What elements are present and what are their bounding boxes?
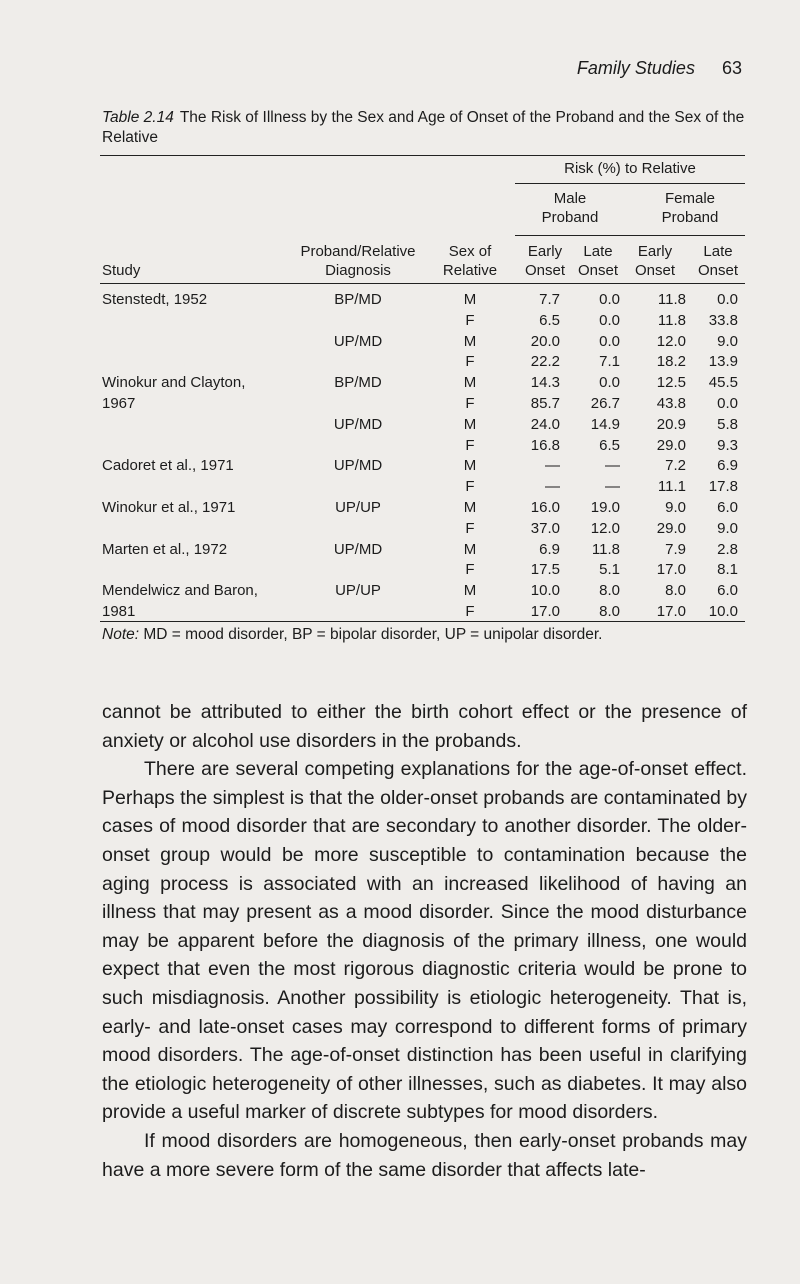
table-caption-text: The Risk of Illness by the Sex and Age of Onset of the Proband and the Sex of the Relative (102, 109, 745, 146)
cell-male-early: 6.9 (539, 540, 560, 558)
cell-male-late: 6.5 (599, 436, 620, 454)
header-diagnosis: Proband/Relative Diagnosis (300, 243, 416, 279)
cell-female-late: 0.0 (717, 395, 738, 412)
cell-male-early: 16.0 (530, 499, 560, 516)
cell-female-early: 18.2 (656, 353, 686, 371)
cell-female-late: 45.5 (708, 374, 738, 392)
cell-male-early: 16.8 (530, 436, 560, 454)
cell-male-early: — (545, 457, 560, 475)
cell-female-early: 11.1 (657, 478, 686, 496)
cell-female-early: 17.0 (656, 561, 686, 579)
cell-female-late: 0.0 (717, 291, 738, 308)
cell-male-early: 17.5 (530, 561, 560, 579)
note-label: Note: (102, 626, 140, 643)
cell-male-early: — (545, 478, 560, 496)
cell-sex: M (463, 540, 477, 558)
running-head (577, 58, 742, 79)
cell-male-early: 22.2 (530, 353, 560, 371)
cell-sex: M (463, 374, 477, 392)
cell-study: Cadoret et al., 1971 (102, 457, 234, 475)
table-bottom-rule (100, 621, 745, 622)
cell-diagnosis: UP/MD (333, 457, 383, 475)
cell-female-early: 43.8 (656, 395, 686, 412)
note-text: MD = mood disorder, BP = bipolar disorder, UP = unipolar disorder. (139, 626, 603, 643)
body-paragraph: There are several competing explanations for the age-of-onset effect. Perhaps the simplest is that the older-onset probands are contaminated by cases of mood disorder that are secondary to another disorder. The older-onset group would be more susceptible to contamination because the aging process is associated with an increased likelihood of having an illness that may present as a mood disorder. Since the mood disturbance may be apparent before the diagnosis of the primary illness, one would expect that even the most rigorous diagnostic criteria would be prone to such misdiagnosis. Another possibility is etiologic heterogeneity. That is, early- and late-onset cases may correspond to different forms of primary mood disorders. The age-of-onset distinction has been useful in clarifying the etiologic heterogeneity of other illnesses, such as diabetes. It may also provide a useful marker of discrete subtypes for mood disorders. (102, 758, 747, 1124)
cell-female-late: 9.3 (717, 436, 738, 454)
cell-diagnosis: BP/MD (334, 291, 382, 308)
cell-study: Marten et al., 1972 (102, 540, 228, 558)
cell-male-late: 0.0 (599, 311, 620, 329)
cell-male-late: 8.0 (599, 603, 620, 620)
cell-female-late: 6.9 (717, 457, 738, 475)
cell-diagnosis: UP/MD (333, 415, 383, 433)
cell-sex: M (463, 332, 477, 350)
cell-sex: F (465, 603, 475, 620)
cell-female-early: 29.0 (656, 436, 686, 454)
cell-male-early: 14.3 (530, 374, 560, 392)
header-study: Study (102, 262, 141, 279)
cell-female-early: 7.2 (665, 457, 686, 475)
cell-female-late: 8.1 (717, 561, 738, 579)
cell-male-early: 20.0 (530, 332, 560, 350)
cell-female-early: 8.0 (665, 582, 686, 600)
cell-study: 1967 (102, 395, 136, 412)
header-female-proband: Female Proband (661, 190, 719, 226)
header-risk-rule (515, 183, 745, 184)
cell-sex: M (463, 457, 477, 475)
cell-female-early: 12.5 (656, 374, 686, 392)
cell-female-late: 9.0 (717, 332, 738, 350)
cell-male-late: 0.0 (599, 291, 620, 308)
cell-male-late: 12.0 (590, 519, 620, 537)
cell-sex: F (465, 519, 475, 537)
cell-male-late: 14.9 (590, 415, 620, 433)
cell-male-early: 37.0 (530, 519, 560, 537)
cell-diagnosis: UP/UP (335, 582, 381, 600)
cell-female-late: 9.0 (717, 519, 738, 537)
cell-male-late: 0.0 (599, 332, 620, 350)
cell-female-late: 10.0 (708, 603, 738, 620)
cell-female-early: 11.8 (657, 311, 686, 329)
header-bottom-rule (100, 283, 745, 284)
header-proband-rule (515, 235, 745, 236)
cell-male-late: 26.7 (590, 395, 620, 412)
cell-male-late: 19.0 (590, 499, 620, 516)
cell-male-late: 5.1 (599, 561, 620, 579)
cell-study: Winokur and Clayton, (102, 374, 246, 392)
body-paragraph: If mood disorders are homogeneous, then early-onset probands may have a more severe form of the same disorder that affects late- (102, 1129, 747, 1181)
body-paragraph: cannot be attributed to either the birth cohort effect or the presence of anxiety or alcohol use disorders in the probands. (102, 701, 747, 752)
cell-female-late: 5.8 (717, 415, 738, 433)
table-caption (102, 108, 747, 148)
header-sex-of-relative: Sex of Relative (442, 243, 498, 279)
cell-female-early: 7.9 (665, 540, 686, 558)
cell-sex: F (465, 395, 475, 412)
header-male-proband: Male Proband (541, 190, 599, 226)
table-label: Table 2.14 (102, 109, 174, 126)
header-male-late-onset: Late Onset (577, 243, 619, 279)
body-text (102, 698, 747, 1184)
header-female-early-onset: Early Onset (634, 243, 676, 279)
cell-diagnosis: UP/UP (335, 499, 381, 516)
cell-female-late: 6.0 (717, 582, 738, 600)
cell-male-early: 17.0 (530, 603, 560, 620)
cell-sex: M (463, 499, 477, 516)
cell-female-late: 17.8 (708, 478, 738, 496)
table-note (102, 626, 747, 644)
page-number: 63 (721, 58, 742, 78)
cell-sex: M (463, 291, 477, 308)
cell-female-late: 33.8 (708, 311, 738, 329)
cell-study: 1981 (102, 603, 136, 620)
cell-sex: M (463, 415, 477, 433)
cell-study: Winokur et al., 1971 (102, 499, 236, 516)
cell-male-late: 8.0 (599, 582, 620, 600)
cell-female-early: 29.0 (656, 519, 686, 537)
cell-sex: F (465, 561, 475, 579)
cell-female-early: 11.8 (657, 291, 686, 308)
cell-female-late: 2.8 (717, 540, 738, 558)
running-head-title: Family Studies (576, 58, 695, 78)
cell-male-early: 7.7 (539, 291, 560, 308)
cell-study: Stenstedt, 1952 (102, 291, 208, 308)
cell-study: Mendelwicz and Baron, (102, 582, 258, 600)
header-female-late-onset: Late Onset (697, 243, 739, 279)
cell-sex: M (463, 582, 477, 600)
cell-male-late: 11.8 (591, 540, 620, 558)
cell-female-late: 6.0 (717, 499, 738, 516)
cell-diagnosis: UP/MD (333, 540, 383, 558)
cell-male-late: 7.1 (599, 353, 620, 371)
cell-sex: F (465, 436, 475, 454)
cell-sex: F (465, 311, 475, 329)
cell-male-early: 24.0 (530, 415, 560, 433)
cell-male-early: 85.7 (530, 395, 560, 412)
header-risk-group: Risk (%) to Relative (564, 160, 696, 177)
cell-male-late: — (605, 457, 620, 475)
header-male-early-onset: Early Onset (524, 243, 566, 279)
cell-female-early: 9.0 (665, 499, 686, 516)
cell-diagnosis: BP/MD (334, 374, 382, 392)
table-top-rule (100, 155, 745, 156)
cell-male-early: 6.5 (539, 311, 560, 329)
cell-female-late: 13.9 (708, 353, 738, 371)
cell-male-late: 0.0 (599, 374, 620, 392)
cell-female-early: 17.0 (656, 603, 686, 620)
cell-sex: F (465, 353, 475, 371)
cell-sex: F (465, 478, 475, 496)
cell-female-early: 20.9 (656, 415, 686, 433)
cell-female-early: 12.0 (656, 332, 686, 350)
cell-male-early: 10.0 (530, 582, 560, 600)
cell-diagnosis: UP/MD (333, 332, 383, 350)
cell-male-late: — (605, 478, 620, 496)
